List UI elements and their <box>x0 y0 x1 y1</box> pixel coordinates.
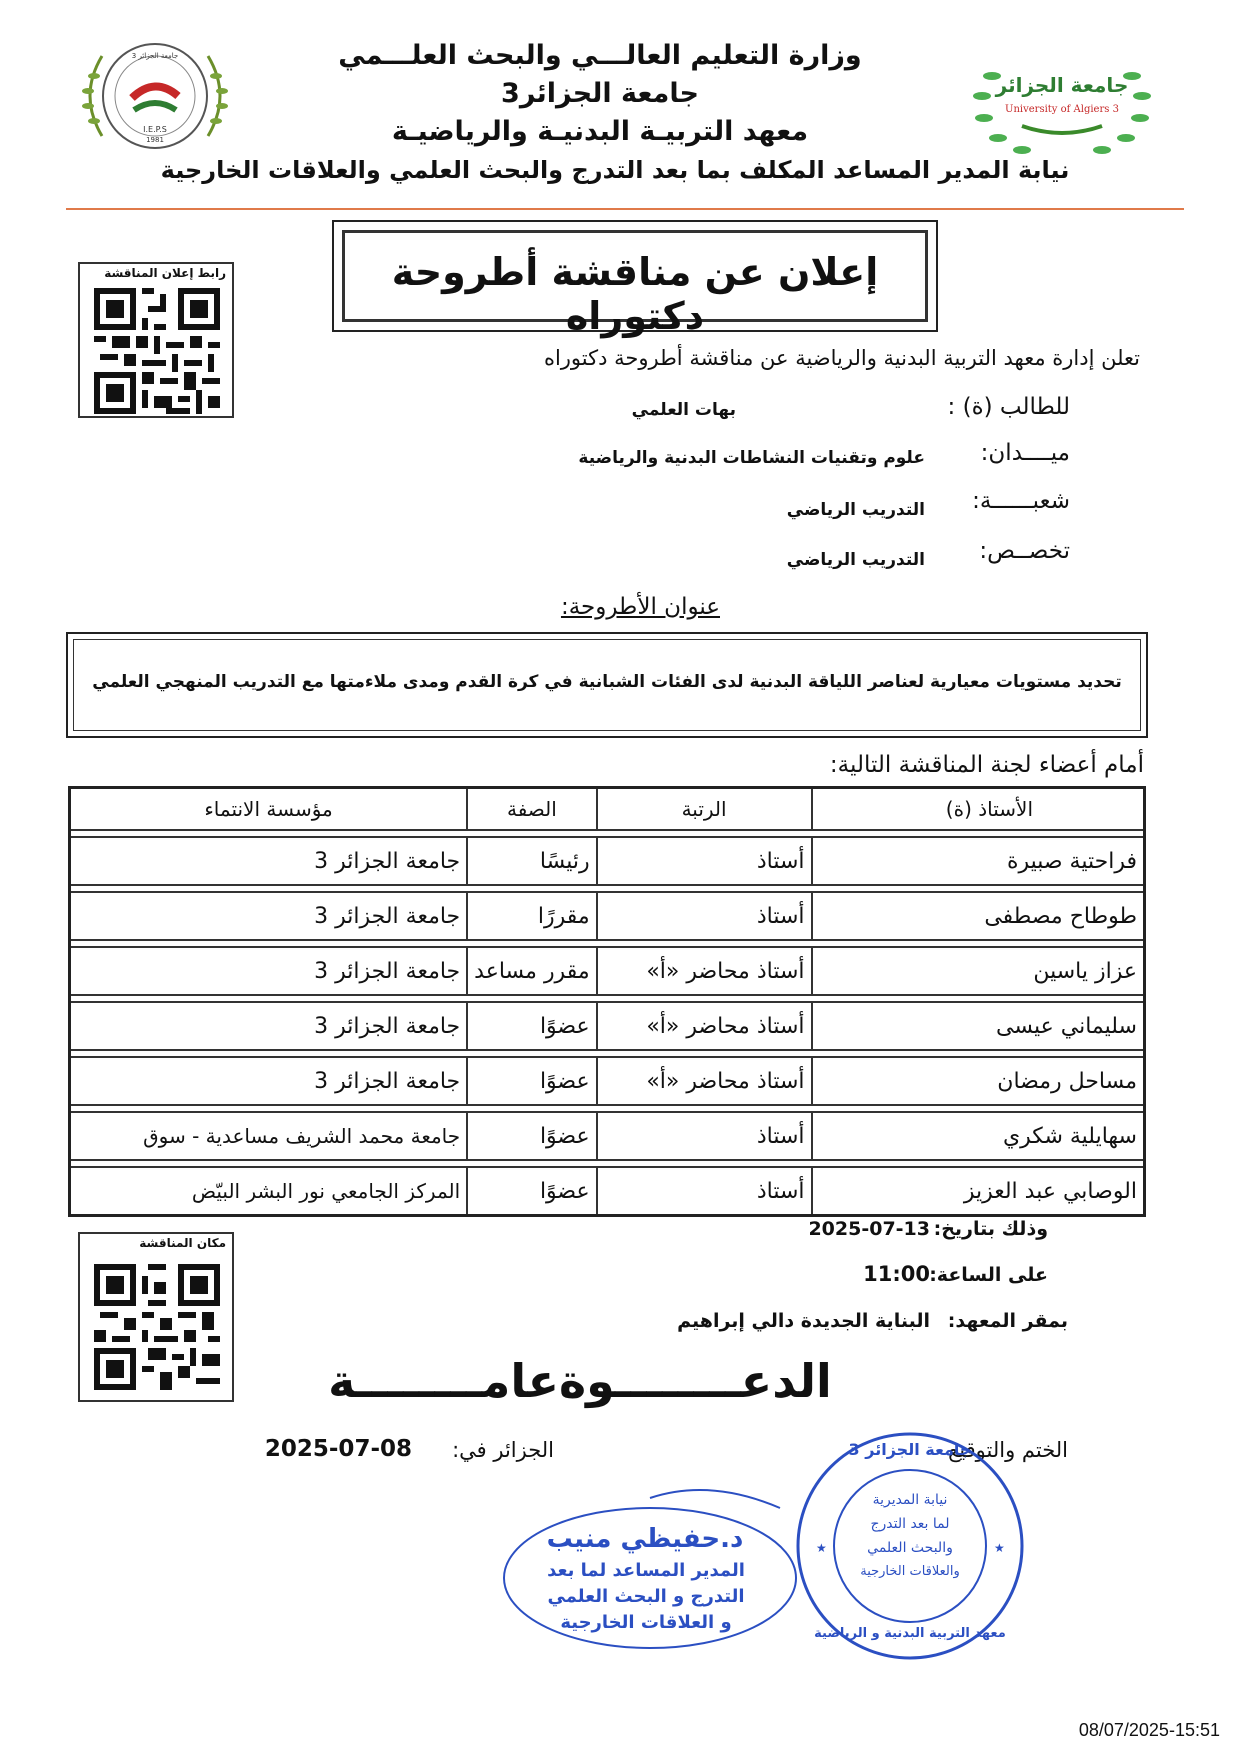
table-row <box>70 947 1145 995</box>
place-date-label: الجزائر في: <box>452 1438 554 1462</box>
specialty-label: تخصــص: <box>979 538 1070 564</box>
col-professor: الأستاذ (ة) <box>812 788 1145 831</box>
branch-value: التدريب الرياضي <box>786 500 925 520</box>
jury-role: عضوًا <box>467 1057 596 1105</box>
jury-name: مساحل رمضان <box>812 1057 1145 1105</box>
stamp-outer-text: معهد التربية البدنية و الرياضية <box>814 1626 1006 1641</box>
right-logo <box>962 46 1162 164</box>
signature-line1: المدير المساعد لما بعد <box>547 1560 745 1581</box>
announcement-title: إعلان عن مناقشة أطروحة دكتوراه <box>391 250 879 338</box>
directorate-line: نيابة المدير المساعد المكلف بما بعد التدرج والبحث العلمي والعلاقات الخارجية <box>160 156 1070 184</box>
thesis-title-box <box>66 632 1148 738</box>
field-label: ميــــدان: <box>980 440 1070 466</box>
thesis-title: تحديد مستويات معيارية لعناصر اللياقة البدنية لدى الفئات الشبانية في كرة القدم ومدى ملاءمتها مع التدريب المنهجي العلمي <box>92 672 1122 692</box>
table-row <box>70 1167 1145 1216</box>
jury-name: سليماني عيسى <box>812 1002 1145 1050</box>
jury-role: رئيسًا <box>467 837 596 885</box>
col-role: الصفة <box>467 788 596 831</box>
signature-name: د.حفيظي منيب <box>546 1524 744 1554</box>
jury-rank: أستاذ <box>597 1167 812 1216</box>
print-timestamp: 08/07/2025-15:51 <box>1078 1720 1220 1740</box>
thesis-heading: عنوان الأطروحة: <box>560 594 720 620</box>
official-stamp <box>790 1426 1030 1666</box>
table-row <box>70 1002 1145 1050</box>
svg-text:★: ★ <box>816 1541 827 1555</box>
jury-table <box>68 786 1146 1217</box>
venue-label: بمقر المعهد: <box>947 1310 1068 1332</box>
jury-name: سهايلية شكري <box>812 1112 1145 1160</box>
date-value: 2025-07-13 <box>808 1218 930 1240</box>
jury-rank: أستاذ محاضر «أ» <box>597 947 812 995</box>
right-logo-text: جامعة الجزائر <box>995 73 1129 97</box>
announcement-title-box <box>332 220 938 338</box>
qr-code-bottom[interactable] <box>78 1232 234 1402</box>
jury-name: الوصابي عبد العزيز <box>812 1167 1145 1216</box>
jury-institution: جامعة محمد الشريف مساعدية - سوق <box>70 1112 468 1160</box>
jury-role: عضوًا <box>467 1167 596 1216</box>
stamp-inner-2: لما بعد التدرج <box>870 1516 950 1532</box>
qr-code-top[interactable] <box>78 262 234 418</box>
jury-rank: أستاذ <box>597 1112 812 1160</box>
ministry-line: وزارة التعليم العالـــي والبحث العلـــمي <box>338 40 862 71</box>
student-value: بهات العلمي <box>631 400 736 420</box>
jury-role: عضوًا <box>467 1002 596 1050</box>
table-row <box>70 892 1145 940</box>
jury-name: فراحتية صبيرة <box>812 837 1145 885</box>
qr-top-pattern <box>94 288 220 414</box>
jury-role: مقرر مساعد <box>467 947 596 995</box>
stamp-inner-4: والعلاقات الخارجية <box>860 1564 960 1579</box>
left-logo-text: جامعة الجزائر 3 <box>131 52 179 60</box>
venue-value: البناية الجديدة دالي إبراهيم <box>677 1310 930 1332</box>
signature-line3: و العلاقات الخارجية <box>560 1612 732 1633</box>
jury-rank: أستاذ محاضر «أ» <box>597 1002 812 1050</box>
stamp-inner-1: نيابة المديرية <box>872 1492 948 1508</box>
student-label: للطالب (ة) : <box>947 394 1070 420</box>
branch-label: شعبــــــة: <box>972 488 1070 514</box>
left-logo <box>72 36 238 156</box>
qr-top-caption: رابط إعلان المناقشة <box>104 266 226 280</box>
jury-rank: أستاذ <box>597 892 812 940</box>
stamp-inner-3: والبحث العلمي <box>867 1540 953 1556</box>
jury-header-row <box>70 788 1145 831</box>
jury-institution: جامعة الجزائر 3 <box>70 1002 468 1050</box>
left-logo-year: 1981 <box>146 136 164 144</box>
right-logo-caption: University of Algiers 3 <box>1005 104 1119 115</box>
seal-label: الختم والتوقيع <box>948 1438 1068 1462</box>
col-institution: مؤسسة الانتماء <box>70 788 468 831</box>
jury-institution: جامعة الجزائر 3 <box>70 837 468 885</box>
col-rank: الرتبة <box>597 788 812 831</box>
table-row <box>70 1112 1145 1160</box>
qr-bottom-caption: مكان المناقشة <box>139 1236 226 1250</box>
time-value: 11:00 <box>863 1262 930 1286</box>
jury-institution: جامعة الجزائر 3 <box>70 892 468 940</box>
public-invitation: الدعــــــــوةعامــــــــة <box>328 1354 832 1408</box>
header-rule <box>66 208 1184 210</box>
table-row <box>70 837 1145 885</box>
jury-institution: المركز الجامعي نور البشر البيّض <box>70 1167 468 1216</box>
time-label: على الساعة: <box>929 1264 1048 1286</box>
stamp-top-text: جامعة الجزائر 3 <box>848 1440 972 1459</box>
signature <box>500 1478 800 1678</box>
institute-line: معهد التربيـة البدنيـة والرياضيـة <box>391 116 809 147</box>
university-line: جامعة الجزائر3 <box>501 78 699 109</box>
date-label: وذلك بتاريخ: <box>933 1218 1048 1240</box>
jury-rank: أستاذ <box>597 837 812 885</box>
jury-rank: أستاذ محاضر «أ» <box>597 1057 812 1105</box>
jury-role: عضوًا <box>467 1112 596 1160</box>
place-date-value: 2025-07-08 <box>264 1436 412 1462</box>
specialty-value: التدريب الرياضي <box>786 550 925 570</box>
jury-name: طوطاح مصطفى <box>812 892 1145 940</box>
svg-text:★: ★ <box>994 1541 1005 1555</box>
jury-heading: أمام أعضاء لجنة المناقشة التالية: <box>829 752 1144 778</box>
jury-role: مقررًا <box>467 892 596 940</box>
jury-institution: جامعة الجزائر 3 <box>70 1057 468 1105</box>
jury-institution: جامعة الجزائر 3 <box>70 947 468 995</box>
qr-bottom-pattern <box>94 1264 220 1390</box>
signature-line2: التدرج و البحث العلمي <box>547 1586 745 1607</box>
table-row <box>70 1057 1145 1105</box>
jury-name: عزاز ياسين <box>812 947 1145 995</box>
left-logo-caption: I.E.P.S <box>143 125 167 134</box>
intro-text: تعلن إدارة معهد التربية البدنية والرياضية عن مناقشة أطروحة دكتوراه <box>543 346 1140 370</box>
field-value: علوم وتقنيات النشاطات البدنية والرياضية <box>578 448 925 468</box>
